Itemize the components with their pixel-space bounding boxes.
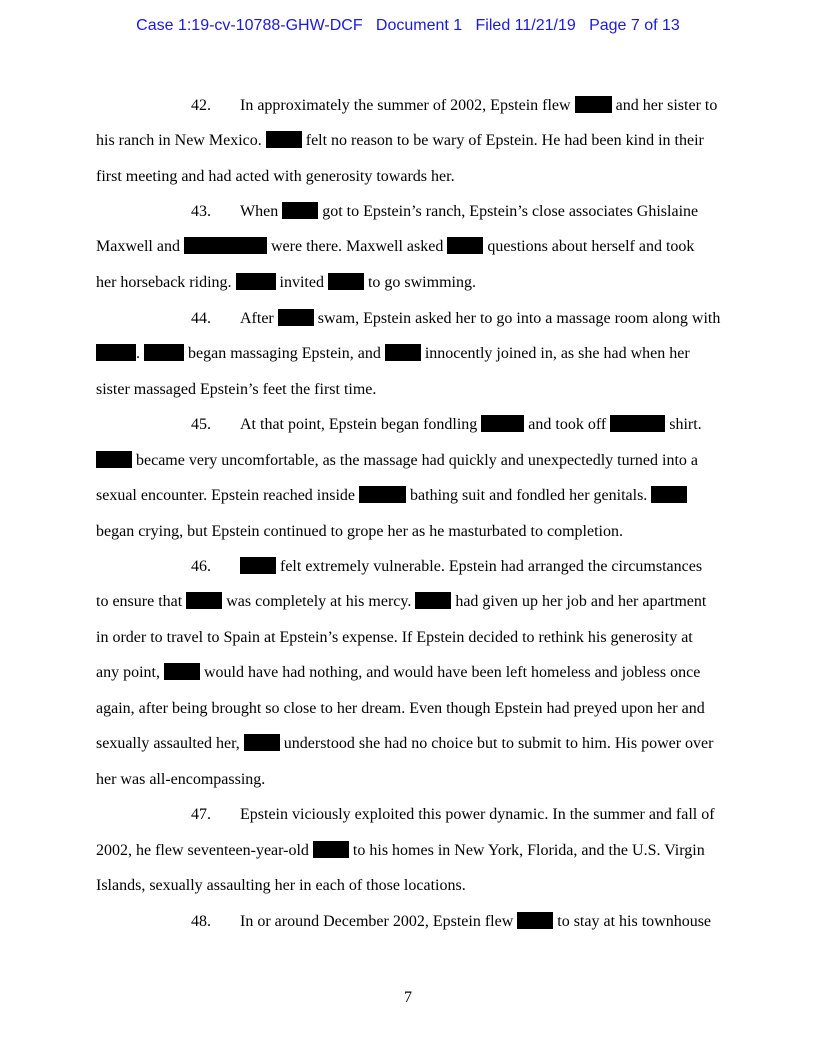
redaction-bar (313, 841, 349, 858)
text-segment: in order to travel to Spain at Epstein’s expense. If Epstein decided to rethink his generosity at (96, 629, 693, 646)
text-line (96, 841, 705, 861)
text-segment: her horseback riding. (96, 274, 236, 291)
text-segment: to his homes in New York, Florida, and the U.S. Virgin (348, 842, 705, 859)
text-segment: felt no reason to be wary of Epstein. He had been kind in their (301, 132, 704, 149)
text-segment: his ranch in New Mexico. (96, 132, 266, 149)
text-line (240, 415, 702, 435)
text-segment: again, after being brought so close to her dream. Even though Epstein had preyed upon her and (96, 700, 705, 717)
paragraph-number: 45. (191, 416, 211, 433)
text-segment: to stay at his townhouse (553, 913, 712, 930)
redaction-bar (244, 734, 280, 751)
text-segment: bathing suit and fondled her genitals. (406, 487, 652, 504)
text-line (240, 912, 711, 932)
text-line (96, 628, 693, 648)
text-segment: After (240, 310, 278, 327)
text-line (96, 131, 704, 151)
text-segment: and took off (524, 416, 611, 433)
paragraph-number: 48. (191, 913, 211, 930)
text-line (240, 309, 720, 329)
text-line (240, 557, 702, 577)
text-segment: Islands, sexually assaulting her in each of those locations. (96, 877, 466, 894)
text-line (96, 237, 694, 257)
text-segment: her was all-encompassing. (96, 771, 266, 788)
text-segment: would have had nothing, and would have been left homeless and jobless once (200, 664, 701, 681)
text-line (96, 522, 623, 542)
redaction-bar (184, 237, 267, 254)
text-line (96, 592, 706, 612)
text-segment: understood she had no choice but to submit to him. His power over (279, 735, 714, 752)
redaction-bar (164, 663, 200, 680)
redaction-bar (96, 344, 136, 361)
text-segment: In approximately the summer of 2002, Epstein flew (240, 97, 575, 114)
text-line (240, 805, 715, 825)
redaction-bar (266, 131, 302, 148)
text-segment: felt extremely vulnerable. Epstein had arranged the circumstances (276, 558, 703, 575)
redaction-bar (610, 415, 665, 432)
text-line (96, 167, 455, 187)
text-segment: began massaging Epstein, and (184, 345, 385, 362)
text-segment: shirt. (665, 416, 702, 433)
redaction-bar (240, 557, 276, 574)
redaction-bar (236, 273, 276, 290)
text-line (96, 451, 698, 471)
redaction-bar (517, 912, 553, 929)
text-segment: When (240, 203, 283, 220)
text-segment: to go swimming. (363, 274, 476, 291)
text-segment: was completely at his mercy. (222, 593, 416, 610)
paragraph-number: 43. (191, 203, 211, 220)
paragraph-number: 44. (191, 310, 211, 327)
redaction-bar (481, 415, 524, 432)
text-line (96, 770, 265, 790)
text-line (96, 663, 700, 683)
text-line (96, 486, 687, 506)
text-segment: sexually assaulted her, (96, 735, 244, 752)
text-segment: . (136, 345, 144, 362)
text-segment: were there. Maxwell asked (266, 238, 448, 255)
paragraph-number: 42. (191, 97, 211, 114)
text-segment: swam, Epstein asked her to go into a massage room along with (313, 310, 721, 327)
redaction-bar (144, 344, 184, 361)
redaction-bar (186, 592, 222, 609)
redaction-bar (651, 486, 687, 503)
redaction-bar (278, 309, 314, 326)
redaction-bar (385, 344, 421, 361)
text-segment: 2002, he flew seventeen-year-old (96, 842, 313, 859)
text-line (96, 344, 690, 364)
text-segment: had given up her job and her apartment (451, 593, 707, 610)
text-segment: innocently joined in, as she had when her (420, 345, 690, 362)
page-number: 7 (404, 989, 412, 1006)
text-line (96, 734, 713, 754)
text-line (96, 876, 466, 896)
paragraph-number: 46. (191, 558, 211, 575)
case-header: Case 1:19-cv-10788-GHW-DCF Document 1 Filed 11/21/19 Page 7 of 13 (136, 17, 680, 34)
text-segment: any point, (96, 664, 164, 681)
text-line (240, 202, 698, 222)
redaction-bar (96, 451, 132, 468)
text-segment: Maxwell and (96, 238, 184, 255)
text-segment: began crying, but Epstein continued to grope her as he masturbated to completion. (96, 523, 623, 540)
text-segment: sister massaged Epstein’s feet the first time. (96, 381, 377, 398)
text-segment: invited (275, 274, 328, 291)
redaction-bar (282, 202, 318, 219)
text-segment: At that point, Epstein began fondling (240, 416, 482, 433)
text-segment: sexual encounter. Epstein reached inside (96, 487, 360, 504)
paragraph-number: 47. (191, 806, 211, 823)
redaction-bar (415, 592, 451, 609)
text-segment: In or around December 2002, Epstein flew (240, 913, 518, 930)
redaction-bar (328, 273, 364, 290)
redaction-bar (447, 237, 483, 254)
text-segment: to ensure that (96, 593, 187, 610)
redaction-bar (575, 96, 612, 113)
text-line (96, 699, 705, 719)
text-segment: became very uncomfortable, as the massage had quickly and unexpectedly turned into a (132, 452, 699, 469)
text-segment: and her sister to (611, 97, 718, 114)
text-segment: got to Epstein’s ranch, Epstein’s close associates Ghislaine (318, 203, 699, 220)
text-segment: questions about herself and took (483, 238, 695, 255)
text-line (96, 380, 376, 400)
text-line (96, 273, 476, 293)
text-segment: Epstein viciously exploited this power dynamic. In the summer and fall of (240, 806, 715, 823)
redaction-bar (359, 486, 406, 503)
text-segment: first meeting and had acted with generosity towards her. (96, 168, 455, 185)
text-line (240, 96, 717, 116)
